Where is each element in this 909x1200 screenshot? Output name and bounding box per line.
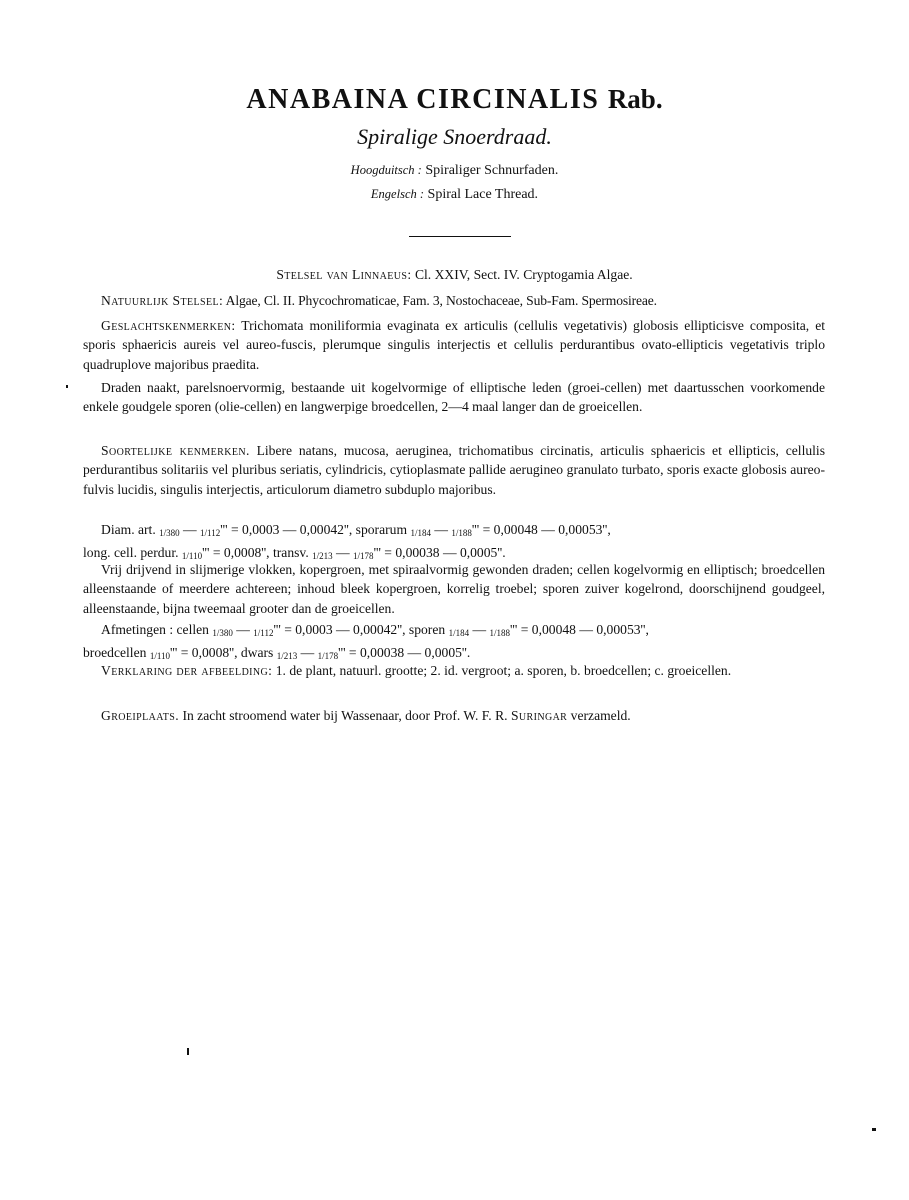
dwars-fraction-1: 1/213 (276, 651, 298, 662)
spore-fraction-2: 1/188 (451, 528, 472, 538)
spore-fraction-1: 1/184 (410, 528, 431, 538)
dimensions-label: Afmetingen : cellen (101, 622, 209, 637)
english-label: Engelsch : (370, 187, 425, 201)
species-name: ANABAINA CIRCINALIS (246, 84, 600, 115)
dutch-name: Spiralige Snoerdraad. (357, 124, 552, 149)
cell-fraction-2: 1/112 (253, 628, 274, 638)
dimensions: Afmetingen : cellen 1/380 — 1/112''' = 0,0003 — 0,00042'', sporen 1/184 — 1/188''' = 0,00048 — 0,00053'', broedcellen 1/110''' = 0,0008'', dwars 1/213 — 1/178''' = 0,00038 — 0,0005''. (83, 622, 649, 662)
figure-explanation (83, 661, 825, 680)
spore-values: ''' = 0,00048 — 0,00053'', (471, 522, 611, 537)
cell-fraction-1: 1/380 (212, 628, 233, 638)
natural-system-label: Natuurlijk Stelsel: (101, 293, 224, 308)
long-values: ''' = 0,0008'', transv. (202, 545, 309, 561)
habitat-tail: verzameld. (570, 708, 631, 723)
species-author: Rab. (607, 84, 663, 114)
latin-measurements: Diam. art. 1/380 — 1/112''' = 0,0003 — 0,00042'', sporarum 1/184 — 1/188''' = 0,00048 — 0,00053'', long. cell. perdur. 1/110''' = 0,0008'', transv. 1/213 — 1/178''' = 0,00038 — 0,0005''. (83, 522, 611, 562)
long-label: long. cell. perdur. (83, 545, 179, 561)
diam-values: ''' = 0,0003 — 0,00042'', sporarum (220, 522, 408, 537)
species-characters-latin: Libere natans, mucosa, aeruginea, trichomatibus circinatis, articulis sphaericis et ellipticis, cellulis perdurantibus solitariis vel pluribus seriatis, cylindricis, cytioplasmate pallide aerugineo granulato turbato, sporis exacte globosis aureo-fulvis lucidis, singulis interjectis, articulorum diametro subduplo majoribus. (83, 443, 825, 497)
dutch-description-text: Vrij drijvend in slijmerige vlokken, kopergroen, met spiraalvormig gewonden draden; cellen kogelvormig en elliptisch; broedcellen alleenstaande of meerdere achtereen; inhoud bleek kopergroen, korrelig troebel; sporen zuiver kogelrond, doorschijnend goudgeel, alleenstaande, bijna tweemaal grooter dan de groeicellen. (83, 562, 825, 616)
habitat-text: In zacht stroomend water bij Wassenaar, door Prof. W. F. R. (182, 708, 508, 723)
dutch-description (83, 560, 825, 618)
long-fraction: 1/110 (181, 551, 203, 562)
german-label: Hoogduitsch : (350, 163, 422, 177)
spores-fraction-1: 1/184 (448, 628, 470, 638)
habitat (83, 706, 825, 725)
figure-explanation-label: Verklaring der afbeelding: (101, 663, 273, 678)
english-value: Spiral Lace Thread. (427, 187, 539, 202)
scan-speck (872, 1128, 876, 1131)
diam-fraction-1: 1/380 (159, 528, 180, 538)
scan-speck (187, 1048, 189, 1055)
collector-name: Suringar (510, 708, 568, 723)
species-title (0, 84, 909, 116)
trans-values: ''' = 0,00038 — 0,0005''. (373, 545, 506, 561)
diam-label: Diam. art. (101, 522, 156, 537)
english-name-line (0, 187, 909, 203)
broed-label: broedcellen (83, 645, 147, 661)
genus-characters-latin: Trichomata moniliformia evaginata ex articulis (cellulis vegetativis) globosis ellipticisve composita, et sporis sphaericis aureis vel aureo-fuscis, plerumque singulis interjectis et cellulis perdurantibus ovato-ellipticis vegetativis triplo quadruplove majoribus praedita. (83, 318, 826, 372)
dwars-fraction-2: 1/178 (317, 651, 339, 662)
natural-system (83, 291, 825, 310)
species-characters (83, 441, 825, 499)
broed-values: ''' = 0,0008'', dwars (169, 645, 274, 661)
species-characters-label: Soortelijke kenmerken. (101, 443, 250, 458)
divider-rule (409, 236, 511, 237)
dwars-values: ''' = 0,00038 — 0,0005''. (338, 645, 471, 661)
diam-fraction-2: 1/112 (200, 528, 221, 538)
figure-explanation-text: 1. de plant, natuurl. grootte; 2. id. vergroot; a. sporen, b. broedcellen; c. groeicellen. (275, 663, 732, 678)
genus-characters-dutch (83, 378, 825, 417)
linnaeus-label: Stelsel van Linnaeus: (276, 267, 412, 282)
trans-fraction-1: 1/213 (312, 551, 333, 562)
trans-fraction-2: 1/178 (353, 551, 374, 562)
genus-characters-dutch-text: Draden naakt, parelsnoervormig, bestaande uit kogelvormige of elliptische leden (groei-cellen) met daartusschen voorkomende enkele goudgele sporen (olie-cellen) en langwerpige broedcellen, 2—4 maal langer dan de groeicellen. (83, 380, 825, 415)
habitat-label: Groeiplaats. (101, 708, 180, 723)
genus-characters (83, 316, 825, 374)
broed-fraction: 1/110 (149, 651, 170, 662)
cell-values: ''' = 0,0003 — 0,00042'', sporen (273, 622, 446, 637)
natural-system-text: Algae, Cl. II. Phycochromaticae, Fam. 3, Nostochaceae, Sub-Fam. Spermosireae. (225, 293, 657, 308)
german-value: Spiraliger Schnurfaden. (425, 163, 559, 178)
linnaeus-text: Cl. XXIV, Sect. IV. Cryptogamia Algae. (414, 267, 633, 282)
scan-speck (66, 385, 68, 388)
spores-values: ''' = 0,00048 — 0,00053'', (509, 622, 649, 637)
spores-fraction-2: 1/188 (489, 628, 510, 638)
genus-characters-label: Geslachtskenmerken: (101, 318, 236, 333)
linnaeus-system (0, 265, 909, 284)
german-name-line (0, 163, 909, 179)
